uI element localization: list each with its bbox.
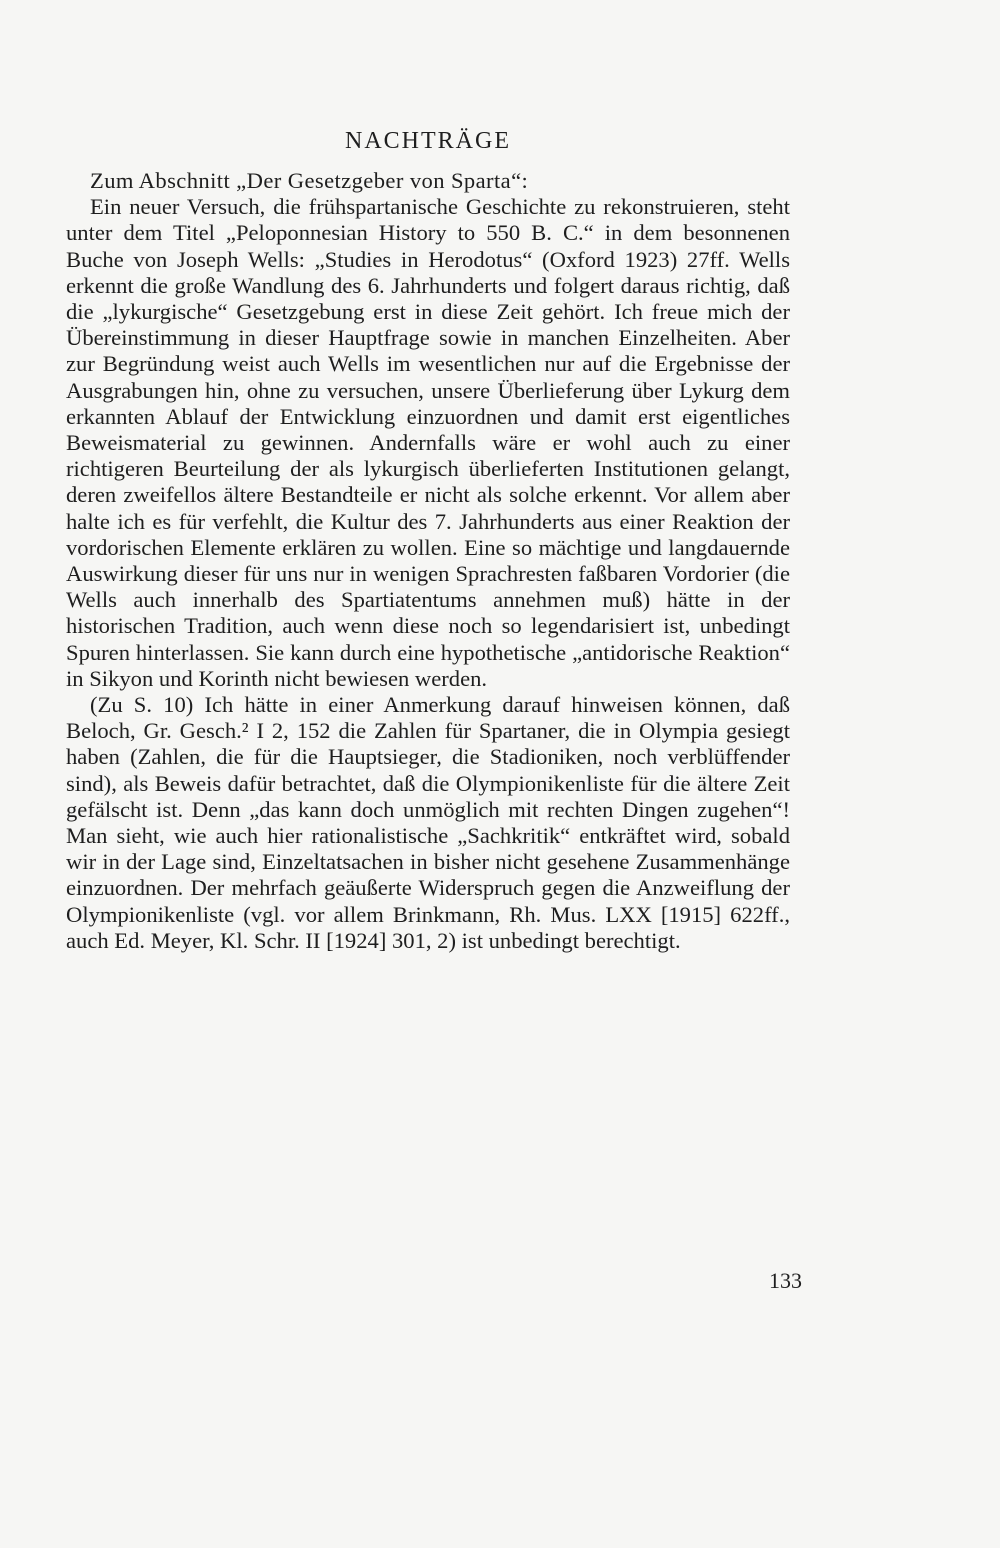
paragraph-beloch: (Zu S. 10) Ich hätte in einer Anmerkung darauf hinweisen können, daß Beloch, Gr. Gesch.² I 2, 152 die Zahlen für Spartaner, die in Olympia gesiegt haben (Zahlen, die für die Hauptsieger, die Stadioniken, noch verblüffender sind), als Beweis dafür betrachtet, daß die Olympionikenliste für die ältere Zeit gefälscht ist. Denn „das kann doch unmöglich mit rechten Dingen zugehen“! Man sieht, wie auch hier rationalistische „Sachkritik“ entkräftet wird, sobald wir in der Lage sind, Einzeltatsachen in bisher nicht gesehene Zusammenhänge einzuordnen. Der mehrfach geäußerte Widerspruch gegen die Anzweiflung der Olympionikenliste (vgl. vor allem Brinkmann, Rh. Mus. LXX [1915] 622ff., auch Ed. Meyer, Kl. Schr. II [1924] 301, 2) ist unbedingt berechtigt.: [66, 692, 790, 953]
page-title: NACHTRÄGE: [345, 128, 511, 154]
section-heading: Zum Abschnitt „Der Gesetzgeber von Sparta“:: [90, 168, 529, 193]
paragraph-wells: Ein neuer Versuch, die frühspartanische Geschichte zu rekonstruieren, steht unter dem Titel „Peloponnesian History to 550 B. C.“ in dem besonnenen Buche von Joseph Wells: „Studies in Herodotus“ (Oxford 1923) 27ff. Wells erkennt die große Wandlung des 6. Jahrhunderts und folgert daraus richtig, daß die „lykurgische“ Gesetzgebung erst in diese Zeit gehört. Ich freue mich der Übereinstimmung in dieser Hauptfrage sowie in manchen Einzelheiten. Aber zur Begründung weist auch Wells im wesentlichen nur auf die Ergebnisse der Ausgrabungen hin, ohne zu versuchen, unsere Überlieferung über Lykurg dem erkannten Ablauf der Entwicklung einzuordnen und damit erst eigentliches Beweismaterial zu gewinnen. Andernfalls wäre er wohl auch zu einer richtigeren Beurteilung der als lykurgisch überlieferten Institutionen gelangt, deren zweifellos ältere Bestandteile er nicht als solche erkennt. Vor allem aber halte ich es für verfehlt, die Kultur des 7. Jahrhunderts aus einer Reaktion der vordorischen Elemente erklären zu wollen. Eine so mächtige und langdauernde Auswirkung dieser für uns nur in wenigen Sprachresten faßbaren Vordorier (die Wells auch innerhalb des Spartiatentums annehmen muß) hätte in der historischen Tradition, auch wenn diese noch so legendarisiert ist, unbedingt Spuren hinterlassen. Sie kann durch eine hypothetische „antidorische Reaktion“ in Sikyon und Korinth nicht bewiesen werden.: [66, 194, 790, 691]
page-number: 133: [769, 1268, 802, 1293]
body-text: [66, 168, 790, 954]
